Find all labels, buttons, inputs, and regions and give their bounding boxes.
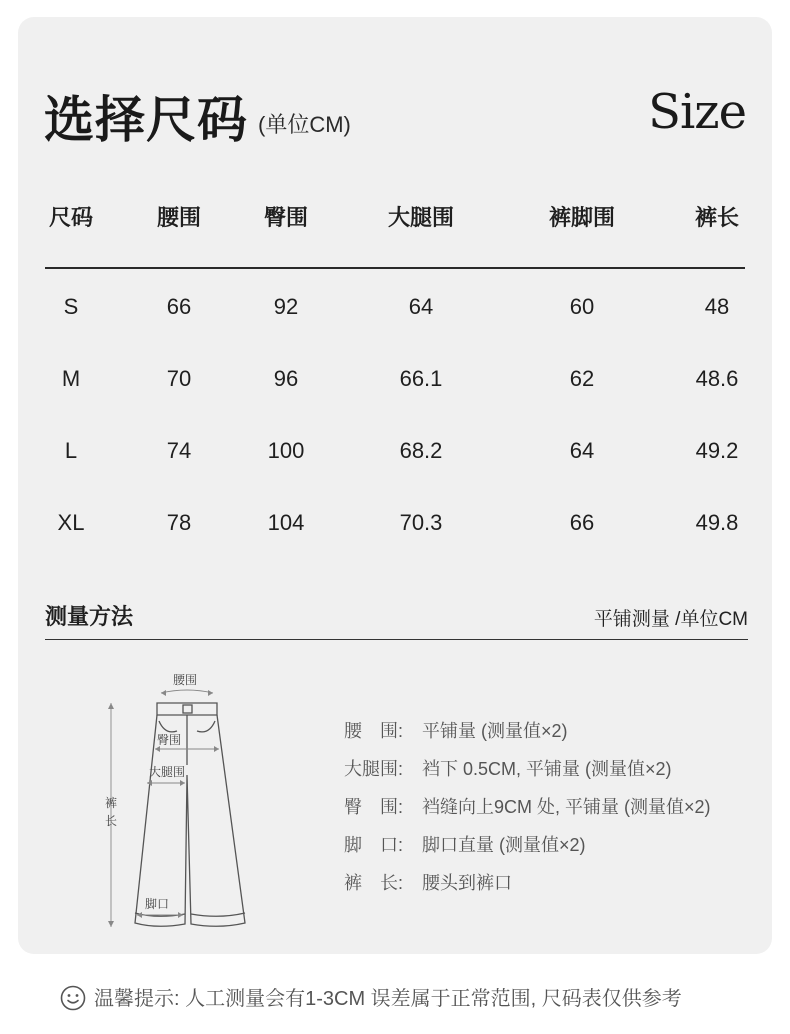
diagram-label-thigh: 大腿围 xyxy=(149,765,186,779)
diagram-label-waist: 腰围 xyxy=(173,673,198,687)
measure-value: 裆下 0.5CM, 平铺量 (测量值×2) xyxy=(422,759,672,779)
page-title: 选择尺码 xyxy=(44,92,248,148)
measure-value: 脚口直量 (测量值×2) xyxy=(422,835,586,855)
diagram-label-hip: 臀围 xyxy=(157,733,182,747)
cell-length: 49.2 xyxy=(695,438,739,463)
diagram-label-length-2: 长 xyxy=(105,814,118,828)
footer-note xyxy=(60,982,682,1011)
cell-hem: 66 xyxy=(569,510,595,535)
measure-key: 腰 围: xyxy=(344,721,404,741)
diagram-label-length-1: 裤 xyxy=(105,796,118,810)
cell-hem: 60 xyxy=(569,294,595,319)
column-header-size: 尺码 xyxy=(48,205,93,230)
cell-waist: 66 xyxy=(166,294,192,319)
cell-length: 49.8 xyxy=(695,510,739,535)
measure-key: 裤 长: xyxy=(344,873,404,893)
measure-item xyxy=(344,869,512,895)
measure-item xyxy=(344,793,711,819)
cell-waist: 78 xyxy=(166,510,192,535)
measure-item xyxy=(344,831,586,857)
size-logo: Size xyxy=(648,84,746,140)
measure-key: 大腿围: xyxy=(344,759,404,779)
diagram-label-hem: 脚口 xyxy=(145,897,170,911)
pants-illustration xyxy=(95,665,265,935)
measure-value: 腰头到裤口 xyxy=(422,873,512,893)
section-title-method: 测量方法 xyxy=(45,604,134,629)
cell-waist: 74 xyxy=(166,438,192,463)
cell-hip: 92 xyxy=(273,294,299,319)
measure-value: 裆缝向上9CM 处, 平铺量 (测量值×2) xyxy=(422,797,711,817)
cell-waist: 70 xyxy=(166,366,192,391)
measure-item xyxy=(344,717,568,743)
cell-hip: 100 xyxy=(267,438,305,463)
unit-label: (单位CM) xyxy=(258,112,351,137)
measure-key: 臀 围: xyxy=(344,797,404,817)
footer-text: 温馨提示: 人工测量会有1-3CM 误差属于正常范围, 尺码表仅供参考 xyxy=(94,988,682,1010)
table-divider xyxy=(45,267,745,269)
cell-size: L xyxy=(64,438,78,463)
cell-hem: 62 xyxy=(569,366,595,391)
section-divider xyxy=(45,639,748,640)
column-header-hip: 臀围 xyxy=(263,205,308,230)
cell-size: M xyxy=(61,366,81,391)
cell-size: S xyxy=(63,294,79,319)
cell-hip: 104 xyxy=(267,510,305,535)
column-header-length: 裤长 xyxy=(694,205,739,230)
cell-thigh: 64 xyxy=(408,294,434,319)
cell-size: XL xyxy=(57,510,85,535)
measure-value: 平铺量 (测量值×2) xyxy=(422,721,568,741)
column-header-waist: 腰围 xyxy=(156,205,201,230)
pants-diagram xyxy=(95,665,265,940)
cell-length: 48 xyxy=(704,294,730,319)
cell-thigh: 66.1 xyxy=(399,366,443,391)
section-note: 平铺测量 /单位CM xyxy=(593,609,748,630)
measure-item xyxy=(344,755,672,781)
smiley-icon xyxy=(60,985,86,1011)
column-header-thigh: 大腿围 xyxy=(387,205,454,230)
cell-thigh: 70.3 xyxy=(399,510,443,535)
cell-hip: 96 xyxy=(273,366,299,391)
cell-length: 48.6 xyxy=(695,366,739,391)
measure-key: 脚 口: xyxy=(344,835,404,855)
column-header-hem: 裤脚围 xyxy=(548,205,615,230)
cell-thigh: 68.2 xyxy=(399,438,443,463)
cell-hem: 64 xyxy=(569,438,595,463)
